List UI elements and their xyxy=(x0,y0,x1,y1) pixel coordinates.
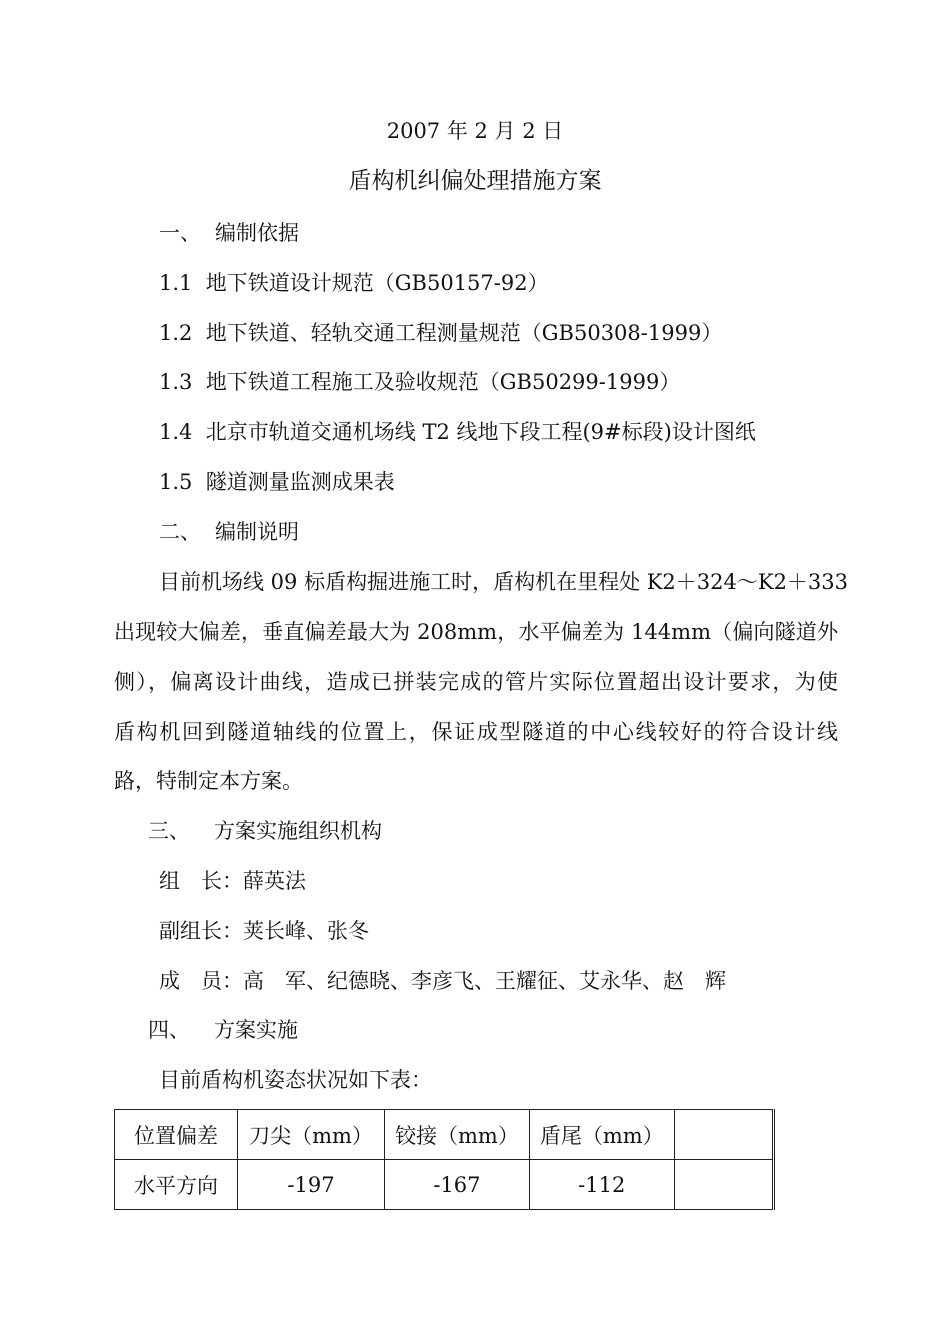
team-leader: 组 长：薛英法 xyxy=(159,869,306,893)
section-heading-2 xyxy=(159,517,299,547)
table-row xyxy=(115,1160,774,1210)
table-cell: -197 xyxy=(238,1160,385,1210)
attitude-table xyxy=(114,1109,775,1210)
item-number: 1.5 xyxy=(159,470,193,494)
document-date: 2007 年 2 月 2 日 xyxy=(386,119,564,143)
paragraph-line: 出现较大偏差，垂直偏差最大为 208mm，水平偏差为 144mm（偏向隧道外 xyxy=(114,620,838,644)
item-number: 1.2 xyxy=(159,321,193,345)
paragraph-line: 盾构机回到隧道轴线的位置上，保证成型隧道的中心线较好的符合设计线 xyxy=(114,720,838,744)
section-number: 三、 xyxy=(148,819,190,843)
table-cell: -167 xyxy=(385,1160,530,1210)
section-heading-4 xyxy=(148,1015,298,1045)
section-heading-1 xyxy=(159,218,299,248)
team-deputy: 副组长：荚长峰、张冬 xyxy=(159,919,369,943)
table-intro: 目前盾构机姿态状况如下表： xyxy=(159,1068,432,1092)
list-item xyxy=(159,268,549,298)
section-title: 方案实施组织机构 xyxy=(214,819,382,843)
document-title: 盾构机纠偏处理措施方案 xyxy=(348,168,602,194)
table-cell xyxy=(674,1160,773,1210)
section-title: 编制说明 xyxy=(215,520,299,544)
list-item xyxy=(159,467,395,497)
paragraph-line: 路，特制定本方案。 xyxy=(114,769,303,793)
table-cell: -112 xyxy=(529,1160,674,1210)
section-number: 一、 xyxy=(159,221,201,245)
section-title: 编制依据 xyxy=(215,221,299,245)
item-number: 1.1 xyxy=(159,271,193,295)
section-title: 方案实施 xyxy=(214,1018,298,1042)
paragraph-line: 侧），偏离设计曲线，造成已拼装完成的管片实际位置超出设计要求，为使 xyxy=(114,670,838,694)
item-text: 地下铁道、轻轨交通工程测量规范（GB50308-1999） xyxy=(205,321,723,345)
list-item xyxy=(159,318,722,348)
item-text: 地下铁道工程施工及验收规范（GB50299-1999） xyxy=(205,370,681,394)
table-header-cell: 铰接（mm） xyxy=(385,1110,530,1160)
table-header-cell: 刀尖（mm） xyxy=(238,1110,385,1160)
table-header-row xyxy=(115,1110,774,1160)
table-cell: 水平方向 xyxy=(115,1160,238,1210)
table-header-cell xyxy=(674,1110,773,1160)
item-number: 1.3 xyxy=(159,370,193,394)
table-header-cell: 位置偏差 xyxy=(115,1110,238,1160)
table-header-cell: 盾尾（mm） xyxy=(529,1110,674,1160)
item-number: 1.4 xyxy=(159,420,193,444)
item-text: 隧道测量监测成果表 xyxy=(205,470,395,494)
item-text: 北京市轨道交通机场线 T2 线地下段工程(9#标段)设计图纸 xyxy=(205,420,756,444)
list-item xyxy=(159,417,756,447)
paragraph-line: 目前机场线 09 标盾构掘进施工时，盾构机在里程处 K2＋324～K2＋333 xyxy=(159,570,849,594)
team-members: 成 员：高 军、纪德晓、李彦飞、王耀征、艾永华、赵 辉 xyxy=(159,969,726,993)
section-heading-3 xyxy=(148,816,382,846)
list-item xyxy=(159,367,680,397)
item-text: 地下铁道设计规范（GB50157-92） xyxy=(205,271,549,295)
section-number: 四、 xyxy=(148,1018,190,1042)
section-number: 二、 xyxy=(159,520,201,544)
